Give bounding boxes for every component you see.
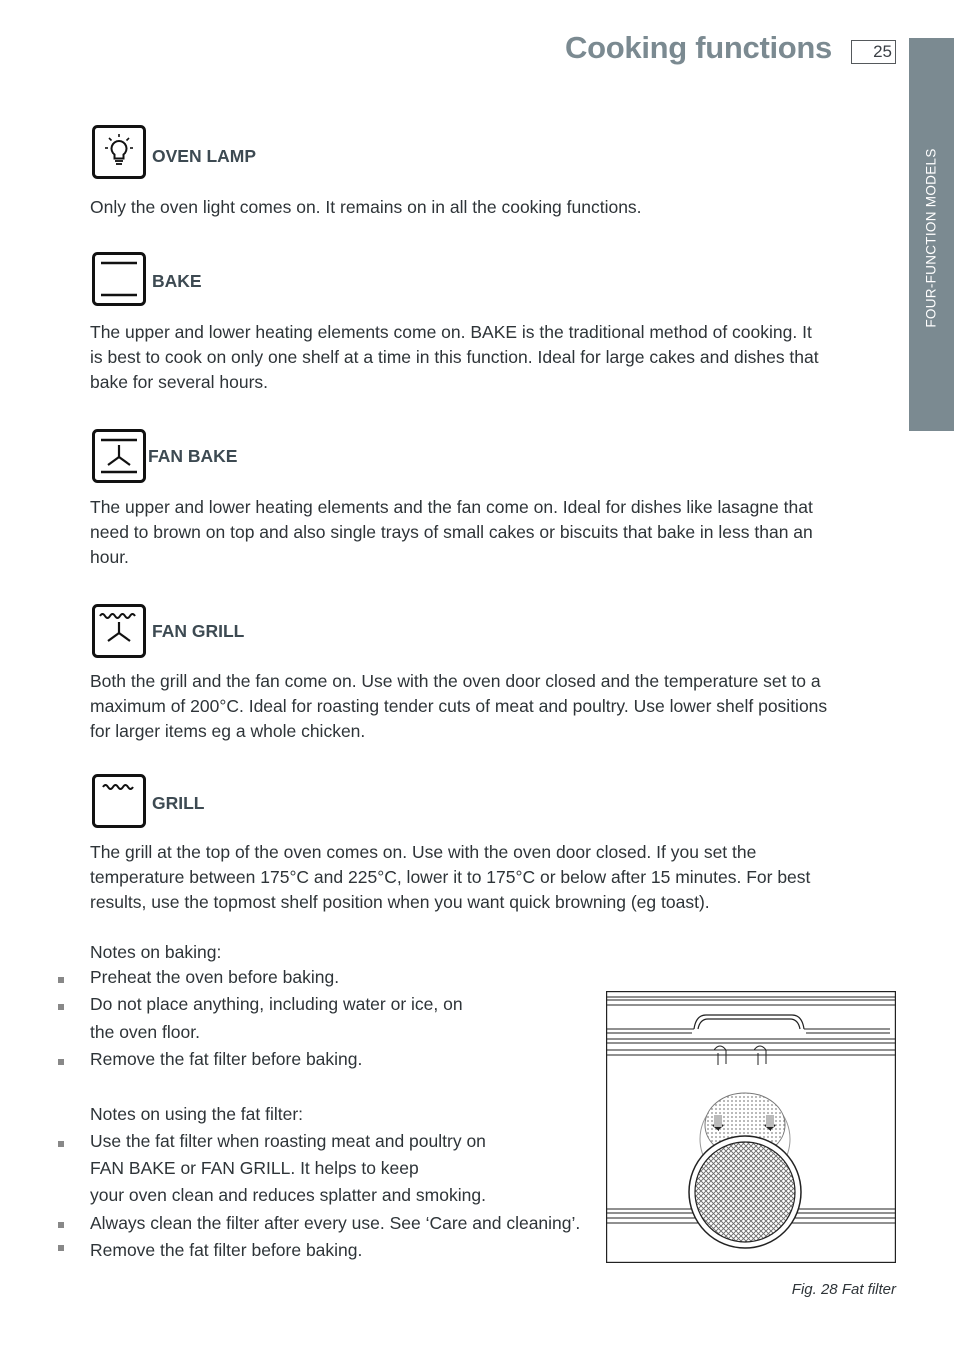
page-title: Cooking functions: [565, 30, 832, 65]
bullet-marker: [58, 1141, 64, 1147]
section-fan-grill: [92, 604, 146, 663]
bullet-marker: [58, 1059, 64, 1065]
list-item-continuation: your oven clean and reduces splatter and smoking.: [90, 1185, 486, 1205]
oven-lamp-icon: [92, 125, 146, 179]
figure-caption: Fig. 28 Fat filter: [791, 1281, 896, 1298]
paragraph-bake: The upper and lower heating elements come on. BAKE is the traditional method of cooking. It is best to cook on only one shelf at a time in this function. Ideal for large cakes and dishes that bake for several hours.: [90, 322, 819, 392]
bullet-marker: [58, 1222, 64, 1228]
list-item: Always clean the filter after every use. See ‘Care and cleaning’.: [90, 1213, 581, 1233]
notes-baking-title: Notes on baking:: [90, 942, 222, 962]
list-item: Remove the fat filter before baking.: [90, 1049, 363, 1069]
paragraph-fan-bake: The upper and lower heating elements and the fan come on. Ideal for dishes like lasagne that need to brown on top and also single trays of small cakes or biscuits that bake in less than an hour.: [90, 497, 813, 567]
grill-icon: [92, 774, 146, 828]
section-oven-lamp: [92, 125, 146, 184]
heading-fan-grill: FAN GRILL: [152, 621, 245, 641]
section-fan-bake: [92, 429, 146, 488]
bake-icon: [92, 252, 146, 306]
bullet-marker: [58, 1004, 64, 1010]
list-item-continuation: the oven floor.: [90, 1022, 200, 1042]
heading-oven-lamp: OVEN LAMP: [152, 146, 257, 166]
list-item: Do not place anything, including water or ice, on: [90, 994, 463, 1014]
fan-bake-icon: [92, 429, 146, 483]
list-item-continuation: FAN BAKE or FAN GRILL. It helps to keep: [90, 1158, 419, 1178]
heading-fan-bake: FAN BAKE: [148, 446, 238, 466]
list-item: Remove the fat filter before baking.: [90, 1240, 363, 1260]
fat-filter-figure: [606, 991, 896, 1263]
paragraph-oven-lamp: Only the oven light comes on. It remains on in all the cooking functions.: [90, 197, 642, 217]
notes-filter-title: Notes on using the fat filter:: [90, 1104, 304, 1124]
bullet-marker: [58, 977, 64, 983]
heading-grill: GRILL: [152, 793, 205, 813]
list-item: Preheat the oven before baking.: [90, 967, 340, 987]
paragraph-grill: The grill at the top of the oven comes on. Use with the oven door closed. If you set the temperature between 175°C and 225°C, lower it to 175°C or below after 15 minutes. For best results, use the topmost shelf position when you want quick browning (eg toast).: [90, 842, 811, 912]
side-tab-label: FOUR-FUNCTION MODELS: [923, 148, 939, 328]
fan-grill-icon: [92, 604, 146, 658]
section-grill: [92, 774, 146, 833]
page-number: 25: [851, 40, 896, 64]
heading-bake: BAKE: [152, 271, 202, 291]
section-bake: [92, 252, 146, 311]
list-item: Use the fat filter when roasting meat and poultry on: [90, 1131, 486, 1151]
bullet-marker: [58, 1245, 64, 1251]
paragraph-fan-grill: Both the grill and the fan come on. Use with the oven door closed and the temperature set to a maximum of 200°C. Ideal for roasting tender cuts of meat and poultry. Use lower shelf positions for larger items eg a whole chicken.: [90, 671, 828, 741]
side-tab: [909, 38, 954, 431]
